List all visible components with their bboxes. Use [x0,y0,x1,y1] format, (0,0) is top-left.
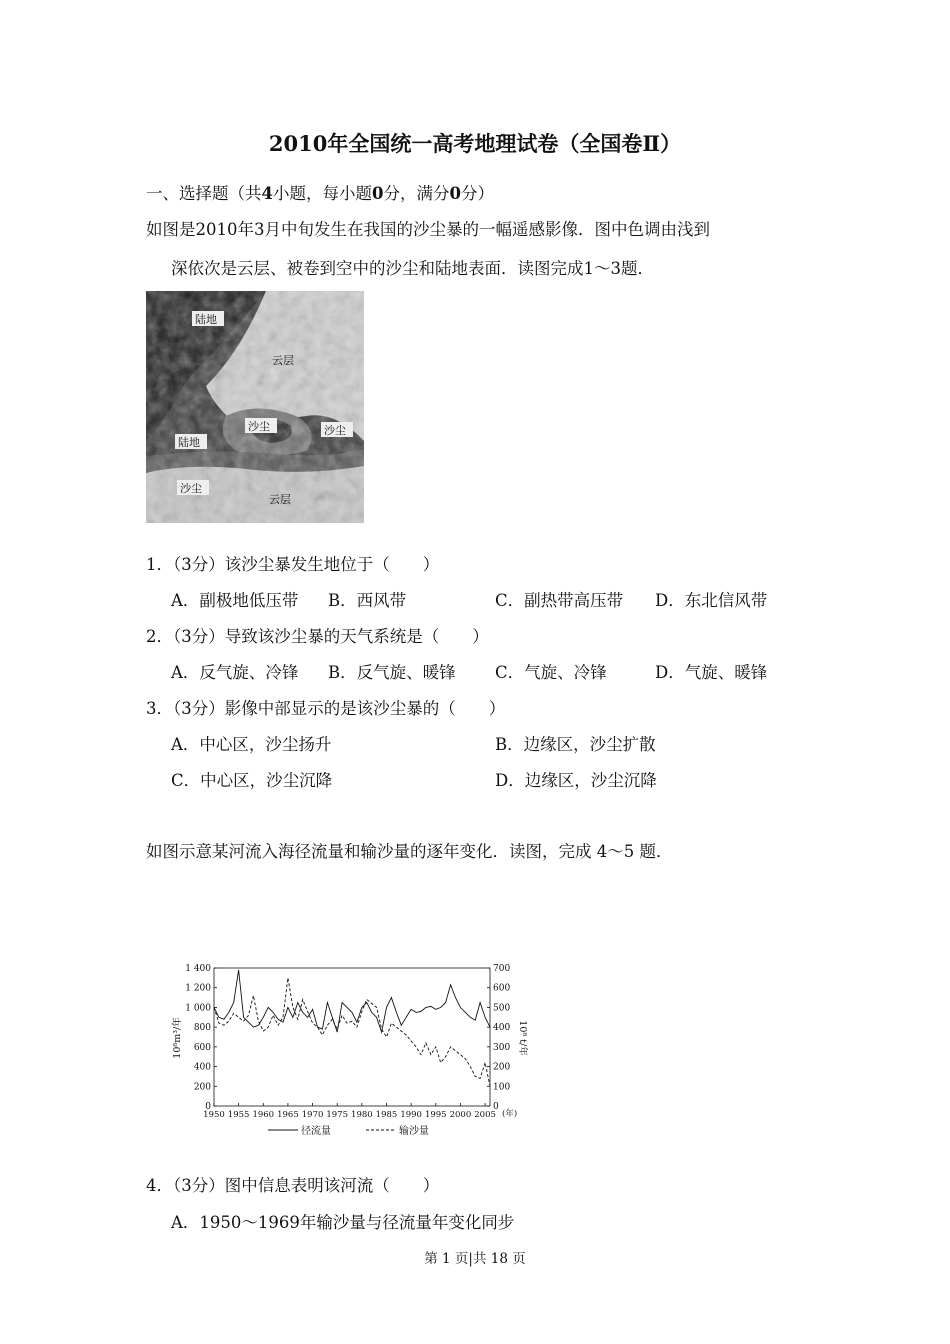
question-2-option-c[interactable]: C．气旋、冷锋 [495,663,607,682]
x-tick-label: 1975 [326,1110,349,1120]
x-tick-label: 2000 [449,1110,472,1120]
y-axis-label-left: 10⁸m³/年 [172,1017,183,1059]
x-tick-label: 1970 [301,1110,324,1120]
runoff-sediment-chart [168,956,528,1141]
y-tick-label-left: 800 [193,1023,211,1034]
question-3-option-b[interactable]: B．边缘区，沙尘扩散 [495,735,656,754]
y-tick-label-left: 0 [205,1102,211,1112]
sat-label-dust-bottom: 沙尘 [180,482,202,495]
y-tick-label-right: 500 [493,1003,511,1014]
question-1-option-a[interactable]: A．副极地低压带 [171,591,299,610]
section-heading: 一、选择题（共4小题，每小题0分，满分0分） [146,184,494,203]
x-ticks [203,1103,496,1120]
intro-1-line-2: 深依次是云层、被卷到空中的沙尘和陆地表面．读图完成1～3题． [171,259,654,278]
question-1-stem: 1．（3分）该沙尘暴发生地位于（ ） [146,555,440,574]
legend-label-sediment: 输沙量 [399,1126,429,1137]
x-tick-label: 1955 [227,1110,250,1120]
y-axis-label-right: 10⁸ t/年 [517,1020,528,1056]
sat-label-cloud-bottom: 云层 [269,493,291,506]
series-line-sediment [214,978,490,1086]
question-2-option-d[interactable]: D．气旋、暖锋 [655,663,768,682]
x-tick-label: 1990 [400,1110,422,1120]
y-tick-label-right: 0 [493,1102,499,1112]
x-tick-label: 1985 [375,1110,398,1120]
question-3-option-d[interactable]: D．边缘区，沙尘沉降 [495,771,657,790]
sat-label-land-top: 陆地 [195,313,217,326]
y-tick-label-right: 200 [493,1062,511,1073]
page-title: 2010年全国统一高考地理试卷（全国卷Ⅱ） [268,131,682,156]
y-tick-label-left: 200 [193,1082,211,1093]
question-1-option-d[interactable]: D．东北信风带 [655,591,768,610]
y-tick-label-left: 600 [193,1042,211,1053]
y-tick-label-right: 600 [493,983,511,994]
question-1-option-c[interactable]: C．副热带高压带 [495,591,624,610]
y-tick-label-right: 400 [493,1023,511,1034]
sat-label-cloud-top: 云层 [272,354,294,367]
question-4-stem: 4．（3分）图中信息表明该河流（ ） [146,1176,440,1195]
intro-1-line-1: 如图是2010年3月中旬发生在我国的沙尘暴的一幅遥感影像．图中色调由浅到 [146,220,710,239]
chart-legend [268,1124,429,1137]
question-2-stem: 2．（3分）导致该沙尘暴的天气系统是（ ） [146,627,489,646]
y-tick-label-right: 300 [493,1042,511,1053]
sat-label-land-left: 陆地 [178,436,200,449]
x-tick-label: 1995 [424,1110,447,1120]
y-ticks-left [185,964,217,1112]
y-ticks-right [487,964,510,1112]
x-tick-label: 1965 [277,1110,299,1120]
y-tick-label-right: 100 [493,1082,511,1093]
question-3-option-a[interactable]: A．中心区，沙尘扬升 [171,735,332,754]
question-3-option-c[interactable]: C．中心区，沙尘沉降 [171,771,333,790]
x-tick-label: 2005 [474,1110,496,1120]
x-axis-unit: (年) [502,1109,518,1119]
sat-label-dust-center: 沙尘 [248,420,270,433]
satellite-image [146,291,364,523]
question-1-option-b[interactable]: B．西风带 [328,591,407,610]
question-2-option-b[interactable]: B．反气旋、暖锋 [328,663,456,682]
series-line-runoff [214,970,490,1032]
plot-area-border [214,968,490,1106]
legend-label-runoff: 径流量 [301,1126,331,1137]
y-tick-label-left: 1 200 [185,983,211,994]
question-3-stem: 3．（3分）影像中部显示的是该沙尘暴的（ ） [146,699,506,718]
x-tick-label: 1980 [351,1110,373,1120]
chart-frame [214,968,490,1106]
question-2-option-a[interactable]: A．反气旋、冷锋 [171,663,299,682]
page-footer: 第 1 页|共 18 页 [424,1251,526,1267]
x-tick-label: 1950 [203,1110,225,1120]
y-tick-label-left: 1 400 [185,964,211,974]
chart-series-group [214,970,490,1086]
x-tick-label: 1960 [252,1110,275,1120]
y-tick-label-right: 700 [493,964,511,974]
y-tick-label-left: 1 000 [185,1003,211,1014]
sat-label-dust-right: 沙尘 [324,424,346,437]
question-4-option-a[interactable]: A．1950～1969年输沙量与径流量年变化同步 [171,1213,515,1232]
y-tick-label-left: 400 [193,1062,211,1073]
intro-2: 如图示意某河流入海径流量和输沙量的逐年变化．读图，完成 4～5 题． [146,842,673,861]
